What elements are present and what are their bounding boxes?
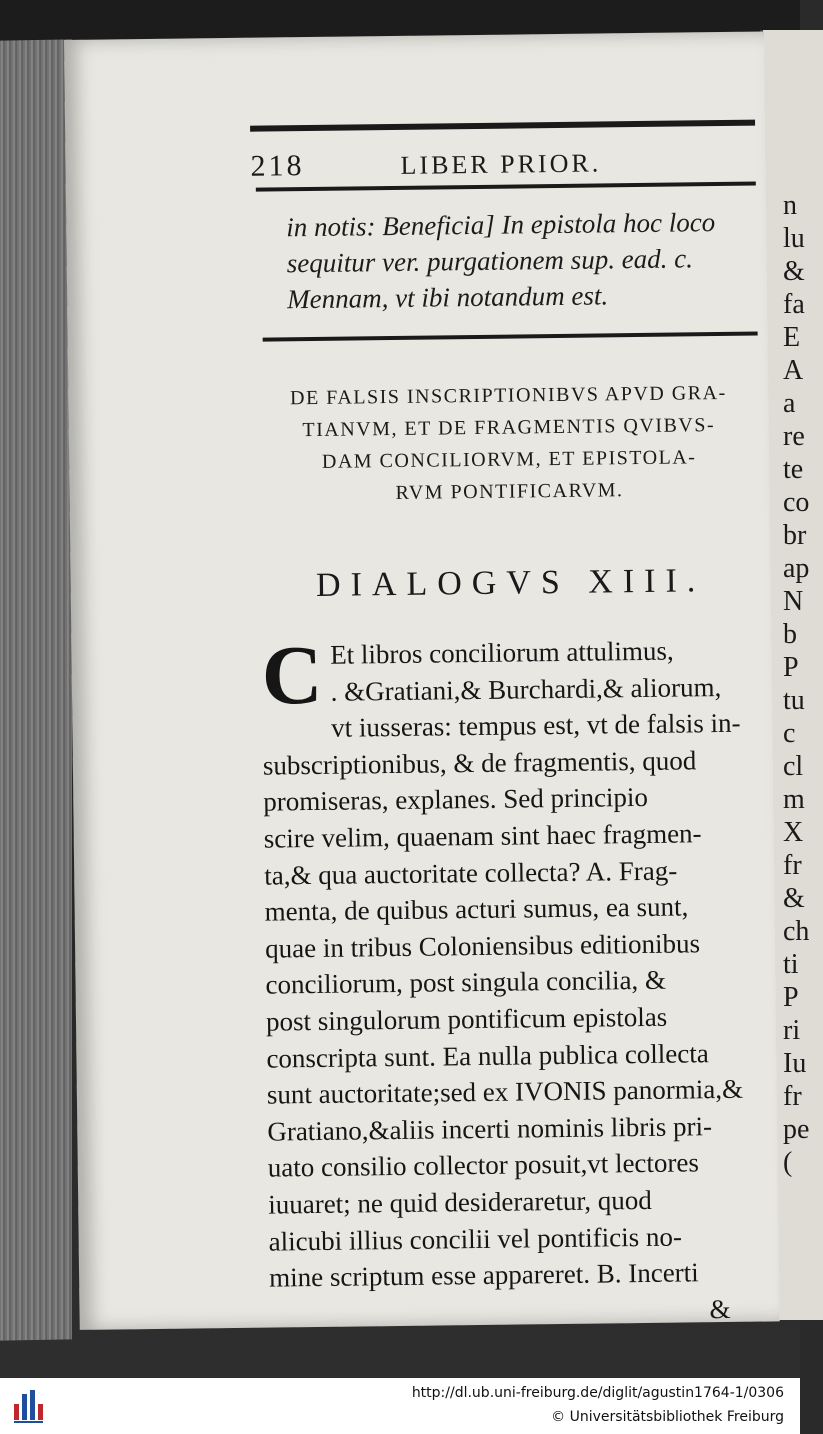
footnote-text	[286, 204, 757, 318]
body-line: promiseras, explanes. Sed principio	[263, 782, 649, 817]
facing-page-fragment-text: ri	[783, 1015, 801, 1046]
body-line: menta, de quibus acturi sumus, ea sunt,	[264, 891, 689, 927]
body-line: subscriptionibus, & de fragmentis, quod	[262, 745, 697, 781]
facing-page-fragment-text: fa	[783, 289, 805, 320]
header-rule-top	[250, 120, 755, 132]
body-line: sunt auctoritate;sed ex IVONIS panormia,&	[266, 1073, 744, 1110]
body-line: Et libros conciliorum attulimus,	[330, 635, 674, 670]
facing-page-fragment-text: fr	[783, 1081, 802, 1112]
facing-page-fragment-text: a	[783, 388, 796, 419]
page-header	[250, 144, 750, 184]
facing-page-fragment-text: lu	[783, 223, 805, 254]
facing-page-fragment-text: br	[783, 520, 807, 551]
facing-page-fragment-text: X	[783, 817, 804, 848]
facing-page-fragment-text: te	[783, 454, 804, 485]
dialogue-heading: DIALOGVS XIII.	[315, 562, 706, 604]
running-title: LIBER PRIOR.	[400, 148, 602, 180]
body-line: post singulorum pontificum epistolas	[265, 1001, 668, 1037]
facing-page-fragment-text: Iu	[783, 1048, 807, 1079]
body-line: iuuaret; ne quid desideraretur, quod	[268, 1184, 652, 1220]
facing-page-fragment-text: &	[783, 256, 805, 287]
facing-page-fragment-text: P	[783, 652, 799, 683]
facing-page-fragment-text: ti	[783, 949, 799, 980]
body-line: conciliorum, post singula concilia, &	[265, 965, 667, 1000]
section-title-line: DE FALSIS INSCRIPTIONIBVS APVD GRA-	[289, 381, 727, 410]
body-line: uato consilio collector posuit,vt lectores	[267, 1147, 700, 1183]
facing-page-fragment-text: ch	[783, 916, 810, 947]
body-line: conscripta sunt. Ea nulla publica collecta	[266, 1037, 709, 1074]
book-page-edges	[0, 39, 72, 1340]
body-line: vt iusseras: tempus est, vt de falsis in-	[330, 707, 741, 743]
facing-page-fragment-text: m	[783, 784, 805, 815]
note-line: Mennam, vt ibi notandum est.	[287, 280, 609, 315]
facing-page-fragment-text: c	[783, 718, 796, 749]
drop-cap: C	[261, 628, 324, 723]
facing-page-fragment-text: ap	[783, 553, 810, 584]
body-line: ta,& qua auctoritate collecta? A. Frag-	[264, 855, 678, 891]
facing-page-fragment-text: co	[783, 487, 810, 518]
facing-page-fragment-text: (	[783, 1147, 793, 1178]
copyright-notice: © Universitätsbibliothek Freiburg	[551, 1409, 784, 1425]
viewer-footer	[0, 1378, 800, 1434]
book-page	[64, 31, 780, 1329]
facing-page-fragment-text: fr	[783, 850, 802, 881]
section-title-line: RVM PONTIFICARVM.	[395, 479, 624, 504]
header-rule-bottom	[256, 182, 756, 192]
facing-page-fragment-text: P	[783, 982, 799, 1013]
facing-page-fragment-text: E	[783, 322, 801, 353]
body-text	[261, 628, 774, 1332]
facing-page-fragment-text: pe	[783, 1114, 810, 1145]
body-line: alicubi illius concilii vel pontificis no-	[268, 1221, 683, 1257]
source-url-link[interactable]: http://dl.ub.uni-freiburg.de/diglit/agustin1764-1/0306	[411, 1385, 784, 1401]
section-title-line: DAM CONCILIORVM, ET EPISTOLA-	[321, 446, 697, 473]
section-title-line: TIANVM, ET DE FRAGMENTIS QVIBVS-	[302, 414, 716, 442]
facing-page-fragment-text: tu	[783, 685, 805, 716]
body-line: Gratiano,&aliis incerti nominis libris pri-	[267, 1110, 713, 1147]
body-line: scire velim, quaenam sint haec fragmen-	[263, 818, 702, 854]
facing-page-fragment-text: cl	[783, 751, 804, 782]
facing-page-fragment-text: N	[783, 586, 804, 617]
note-line: in notis: Beneficia] In epistola hoc loco	[286, 207, 716, 243]
facing-page-fragment-text: re	[783, 421, 805, 452]
library-logo-icon	[10, 1386, 52, 1426]
body-line: . &Gratiani,& Burchardi,& aliorum,	[330, 671, 722, 707]
note-line: sequitur ver. purgationem sup. ead. c.	[286, 243, 694, 279]
facing-page-fragment-text: A	[783, 355, 804, 386]
page-number: 218	[250, 149, 305, 183]
facing-page-fragment-text: b	[783, 619, 797, 650]
section-divider	[263, 332, 758, 342]
section-title	[258, 377, 760, 511]
facing-page-fragment-text: &	[783, 883, 805, 914]
body-line: mine scriptum esse appareret. B. Incerti	[268, 1257, 699, 1293]
facing-page-fragment-text: n	[783, 190, 797, 221]
catchword: &	[709, 1293, 731, 1324]
body-line: quae in tribus Coloniensibus editionibus	[264, 928, 701, 964]
